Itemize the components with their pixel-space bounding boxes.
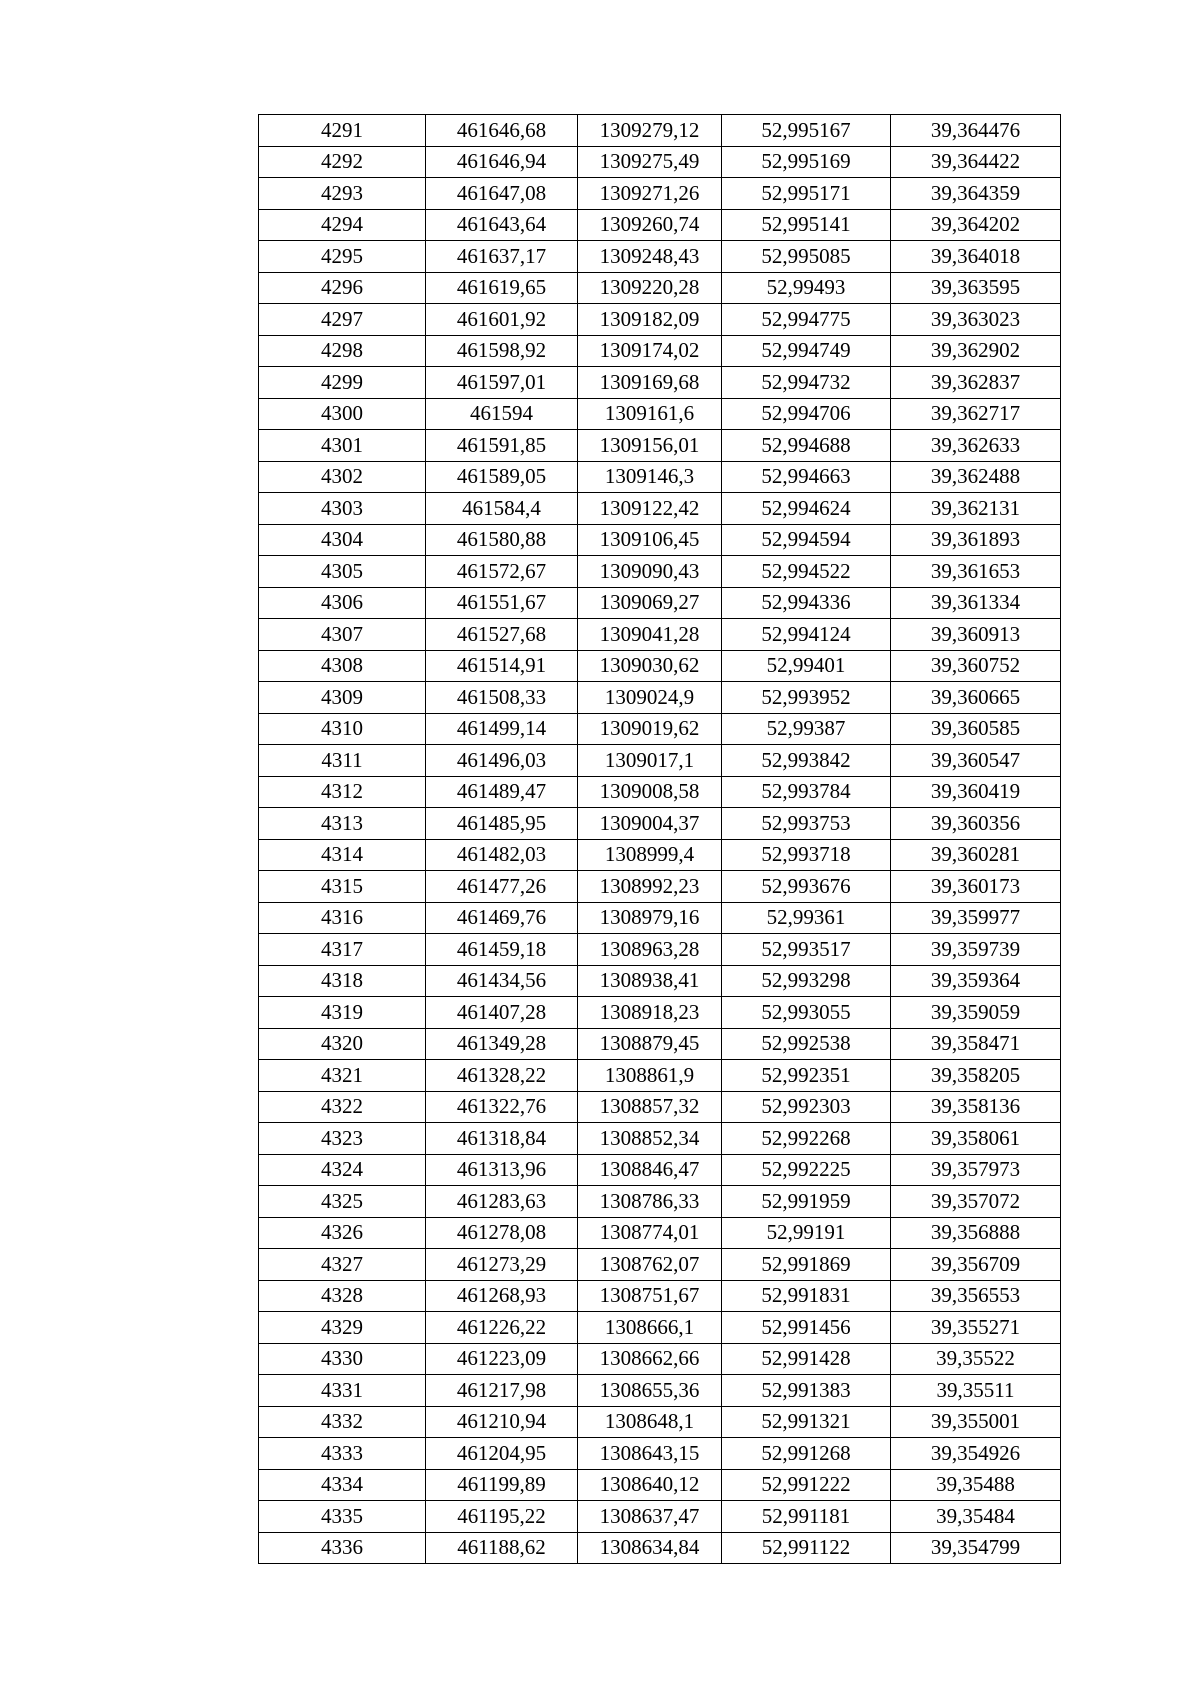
latitude-cell: 52,994706 (722, 398, 891, 430)
point-number-cell: 4297 (259, 304, 426, 336)
longitude-cell: 39,361653 (891, 556, 1061, 588)
latitude-cell: 52,995171 (722, 178, 891, 210)
latitude-cell: 52,994688 (722, 430, 891, 462)
x-coordinate-cell: 461199,89 (426, 1469, 578, 1501)
latitude-cell: 52,994624 (722, 493, 891, 525)
point-number-cell: 4293 (259, 178, 426, 210)
x-coordinate-cell: 461591,85 (426, 430, 578, 462)
longitude-cell: 39,362902 (891, 335, 1061, 367)
latitude-cell: 52,991831 (722, 1280, 891, 1312)
y-coordinate-cell: 1308751,67 (578, 1280, 722, 1312)
point-number-cell: 4334 (259, 1469, 426, 1501)
x-coordinate-cell: 461268,93 (426, 1280, 578, 1312)
y-coordinate-cell: 1308648,1 (578, 1406, 722, 1438)
x-coordinate-cell: 461328,22 (426, 1060, 578, 1092)
x-coordinate-cell: 461204,95 (426, 1438, 578, 1470)
point-number-cell: 4301 (259, 430, 426, 462)
y-coordinate-cell: 1309008,58 (578, 776, 722, 808)
y-coordinate-cell: 1309260,74 (578, 209, 722, 241)
longitude-cell: 39,363595 (891, 272, 1061, 304)
table-row (259, 745, 1061, 777)
y-coordinate-cell: 1309019,62 (578, 713, 722, 745)
table-row (259, 619, 1061, 651)
y-coordinate-cell: 1309146,3 (578, 461, 722, 493)
table-row (259, 965, 1061, 997)
longitude-cell: 39,35511 (891, 1375, 1061, 1407)
point-number-cell: 4318 (259, 965, 426, 997)
x-coordinate-cell: 461195,22 (426, 1501, 578, 1533)
x-coordinate-cell: 461597,01 (426, 367, 578, 399)
table-row (259, 146, 1061, 178)
x-coordinate-cell: 461459,18 (426, 934, 578, 966)
point-number-cell: 4324 (259, 1154, 426, 1186)
y-coordinate-cell: 1308938,41 (578, 965, 722, 997)
latitude-cell: 52,993753 (722, 808, 891, 840)
longitude-cell: 39,359059 (891, 997, 1061, 1029)
table-row (259, 1123, 1061, 1155)
point-number-cell: 4291 (259, 115, 426, 147)
table-row (259, 1060, 1061, 1092)
point-number-cell: 4321 (259, 1060, 426, 1092)
x-coordinate-cell: 461499,14 (426, 713, 578, 745)
latitude-cell: 52,991869 (722, 1249, 891, 1281)
point-number-cell: 4304 (259, 524, 426, 556)
x-coordinate-cell: 461217,98 (426, 1375, 578, 1407)
y-coordinate-cell: 1308861,9 (578, 1060, 722, 1092)
table-row (259, 650, 1061, 682)
latitude-cell: 52,994663 (722, 461, 891, 493)
y-coordinate-cell: 1309090,43 (578, 556, 722, 588)
point-number-cell: 4314 (259, 839, 426, 871)
point-number-cell: 4328 (259, 1280, 426, 1312)
latitude-cell: 52,994749 (722, 335, 891, 367)
table-row (259, 1091, 1061, 1123)
latitude-cell: 52,993055 (722, 997, 891, 1029)
table-row (259, 335, 1061, 367)
x-coordinate-cell: 461210,94 (426, 1406, 578, 1438)
y-coordinate-cell: 1309122,42 (578, 493, 722, 525)
latitude-cell: 52,992303 (722, 1091, 891, 1123)
y-coordinate-cell: 1309220,28 (578, 272, 722, 304)
point-number-cell: 4316 (259, 902, 426, 934)
x-coordinate-cell: 461223,09 (426, 1343, 578, 1375)
x-coordinate-cell: 461527,68 (426, 619, 578, 651)
y-coordinate-cell: 1308666,1 (578, 1312, 722, 1344)
y-coordinate-cell: 1309275,49 (578, 146, 722, 178)
latitude-cell: 52,994594 (722, 524, 891, 556)
y-coordinate-cell: 1309271,26 (578, 178, 722, 210)
point-number-cell: 4300 (259, 398, 426, 430)
table-row (259, 178, 1061, 210)
longitude-cell: 39,35484 (891, 1501, 1061, 1533)
longitude-cell: 39,355001 (891, 1406, 1061, 1438)
latitude-cell: 52,991321 (722, 1406, 891, 1438)
x-coordinate-cell: 461594 (426, 398, 578, 430)
point-number-cell: 4336 (259, 1532, 426, 1564)
latitude-cell: 52,993517 (722, 934, 891, 966)
longitude-cell: 39,360752 (891, 650, 1061, 682)
y-coordinate-cell: 1308637,47 (578, 1501, 722, 1533)
x-coordinate-cell: 461572,67 (426, 556, 578, 588)
point-number-cell: 4313 (259, 808, 426, 840)
point-number-cell: 4332 (259, 1406, 426, 1438)
x-coordinate-cell: 461619,65 (426, 272, 578, 304)
table-row (259, 1154, 1061, 1186)
longitude-cell: 39,358136 (891, 1091, 1061, 1123)
longitude-cell: 39,354926 (891, 1438, 1061, 1470)
table-row (259, 587, 1061, 619)
table-row (259, 524, 1061, 556)
latitude-cell: 52,994124 (722, 619, 891, 651)
latitude-cell: 52,995085 (722, 241, 891, 273)
y-coordinate-cell: 1308643,15 (578, 1438, 722, 1470)
latitude-cell: 52,991428 (722, 1343, 891, 1375)
y-coordinate-cell: 1308879,45 (578, 1028, 722, 1060)
latitude-cell: 52,991181 (722, 1501, 891, 1533)
latitude-cell: 52,993952 (722, 682, 891, 714)
longitude-cell: 39,35522 (891, 1343, 1061, 1375)
x-coordinate-cell: 461514,91 (426, 650, 578, 682)
x-coordinate-cell: 461551,67 (426, 587, 578, 619)
latitude-cell: 52,992225 (722, 1154, 891, 1186)
x-coordinate-cell: 461407,28 (426, 997, 578, 1029)
x-coordinate-cell: 461482,03 (426, 839, 578, 871)
point-number-cell: 4335 (259, 1501, 426, 1533)
point-number-cell: 4299 (259, 367, 426, 399)
latitude-cell: 52,993298 (722, 965, 891, 997)
table-row (259, 1343, 1061, 1375)
table-row (259, 871, 1061, 903)
x-coordinate-cell: 461589,05 (426, 461, 578, 493)
x-coordinate-cell: 461646,94 (426, 146, 578, 178)
table-row (259, 367, 1061, 399)
x-coordinate-cell: 461469,76 (426, 902, 578, 934)
point-number-cell: 4315 (259, 871, 426, 903)
y-coordinate-cell: 1308774,01 (578, 1217, 722, 1249)
latitude-cell: 52,995167 (722, 115, 891, 147)
table-row (259, 1501, 1061, 1533)
longitude-cell: 39,359364 (891, 965, 1061, 997)
x-coordinate-cell: 461646,68 (426, 115, 578, 147)
table-row (259, 682, 1061, 714)
table-row (259, 461, 1061, 493)
x-coordinate-cell: 461496,03 (426, 745, 578, 777)
y-coordinate-cell: 1309106,45 (578, 524, 722, 556)
point-number-cell: 4308 (259, 650, 426, 682)
latitude-cell: 52,99401 (722, 650, 891, 682)
longitude-cell: 39,360665 (891, 682, 1061, 714)
y-coordinate-cell: 1308846,47 (578, 1154, 722, 1186)
x-coordinate-cell: 461226,22 (426, 1312, 578, 1344)
y-coordinate-cell: 1309017,1 (578, 745, 722, 777)
longitude-cell: 39,363023 (891, 304, 1061, 336)
point-number-cell: 4327 (259, 1249, 426, 1281)
table-row (259, 839, 1061, 871)
x-coordinate-cell: 461580,88 (426, 524, 578, 556)
table-row (259, 1249, 1061, 1281)
longitude-cell: 39,359977 (891, 902, 1061, 934)
latitude-cell: 52,991268 (722, 1438, 891, 1470)
point-number-cell: 4305 (259, 556, 426, 588)
table-row (259, 1469, 1061, 1501)
longitude-cell: 39,360913 (891, 619, 1061, 651)
table-row (259, 808, 1061, 840)
longitude-cell: 39,35488 (891, 1469, 1061, 1501)
longitude-cell: 39,358205 (891, 1060, 1061, 1092)
point-number-cell: 4311 (259, 745, 426, 777)
y-coordinate-cell: 1308963,28 (578, 934, 722, 966)
latitude-cell: 52,991122 (722, 1532, 891, 1564)
y-coordinate-cell: 1308634,84 (578, 1532, 722, 1564)
longitude-cell: 39,359739 (891, 934, 1061, 966)
longitude-cell: 39,364422 (891, 146, 1061, 178)
latitude-cell: 52,994775 (722, 304, 891, 336)
y-coordinate-cell: 1309069,27 (578, 587, 722, 619)
table-row (259, 902, 1061, 934)
y-coordinate-cell: 1308786,33 (578, 1186, 722, 1218)
x-coordinate-cell: 461283,63 (426, 1186, 578, 1218)
longitude-cell: 39,364018 (891, 241, 1061, 273)
longitude-cell: 39,362717 (891, 398, 1061, 430)
longitude-cell: 39,360547 (891, 745, 1061, 777)
longitude-cell: 39,362131 (891, 493, 1061, 525)
point-number-cell: 4333 (259, 1438, 426, 1470)
y-coordinate-cell: 1308762,07 (578, 1249, 722, 1281)
point-number-cell: 4317 (259, 934, 426, 966)
point-number-cell: 4295 (259, 241, 426, 273)
longitude-cell: 39,362488 (891, 461, 1061, 493)
table-row (259, 776, 1061, 808)
y-coordinate-cell: 1308999,4 (578, 839, 722, 871)
table-row (259, 997, 1061, 1029)
latitude-cell: 52,993784 (722, 776, 891, 808)
table-row (259, 209, 1061, 241)
point-number-cell: 4302 (259, 461, 426, 493)
table-row (259, 1312, 1061, 1344)
latitude-cell: 52,994732 (722, 367, 891, 399)
latitude-cell: 52,991456 (722, 1312, 891, 1344)
point-number-cell: 4320 (259, 1028, 426, 1060)
longitude-cell: 39,360585 (891, 713, 1061, 745)
table-row (259, 1280, 1061, 1312)
point-number-cell: 4326 (259, 1217, 426, 1249)
y-coordinate-cell: 1308992,23 (578, 871, 722, 903)
longitude-cell: 39,357973 (891, 1154, 1061, 1186)
x-coordinate-cell: 461477,26 (426, 871, 578, 903)
table-row (259, 556, 1061, 588)
point-number-cell: 4296 (259, 272, 426, 304)
y-coordinate-cell: 1309279,12 (578, 115, 722, 147)
table-row (259, 1186, 1061, 1218)
table-row (259, 398, 1061, 430)
latitude-cell: 52,99191 (722, 1217, 891, 1249)
table-row (259, 1028, 1061, 1060)
y-coordinate-cell: 1309161,6 (578, 398, 722, 430)
point-number-cell: 4323 (259, 1123, 426, 1155)
x-coordinate-cell: 461643,64 (426, 209, 578, 241)
point-number-cell: 4330 (259, 1343, 426, 1375)
y-coordinate-cell: 1309041,28 (578, 619, 722, 651)
latitude-cell: 52,993718 (722, 839, 891, 871)
latitude-cell: 52,994336 (722, 587, 891, 619)
x-coordinate-cell: 461508,33 (426, 682, 578, 714)
table-row (259, 304, 1061, 336)
point-number-cell: 4312 (259, 776, 426, 808)
y-coordinate-cell: 1308852,34 (578, 1123, 722, 1155)
latitude-cell: 52,99387 (722, 713, 891, 745)
x-coordinate-cell: 461349,28 (426, 1028, 578, 1060)
longitude-cell: 39,360281 (891, 839, 1061, 871)
y-coordinate-cell: 1308640,12 (578, 1469, 722, 1501)
y-coordinate-cell: 1308979,16 (578, 902, 722, 934)
x-coordinate-cell: 461273,29 (426, 1249, 578, 1281)
longitude-cell: 39,364359 (891, 178, 1061, 210)
latitude-cell: 52,99493 (722, 272, 891, 304)
table-row (259, 430, 1061, 462)
point-number-cell: 4325 (259, 1186, 426, 1218)
x-coordinate-cell: 461188,62 (426, 1532, 578, 1564)
table-row (259, 1438, 1061, 1470)
longitude-cell: 39,356709 (891, 1249, 1061, 1281)
x-coordinate-cell: 461489,47 (426, 776, 578, 808)
latitude-cell: 52,993676 (722, 871, 891, 903)
coordinates-table (258, 114, 1061, 1564)
point-number-cell: 4292 (259, 146, 426, 178)
longitude-cell: 39,361334 (891, 587, 1061, 619)
point-number-cell: 4298 (259, 335, 426, 367)
longitude-cell: 39,358061 (891, 1123, 1061, 1155)
latitude-cell: 52,992351 (722, 1060, 891, 1092)
longitude-cell: 39,357072 (891, 1186, 1061, 1218)
y-coordinate-cell: 1309024,9 (578, 682, 722, 714)
y-coordinate-cell: 1309248,43 (578, 241, 722, 273)
longitude-cell: 39,356888 (891, 1217, 1061, 1249)
x-coordinate-cell: 461318,84 (426, 1123, 578, 1155)
latitude-cell: 52,995169 (722, 146, 891, 178)
x-coordinate-cell: 461598,92 (426, 335, 578, 367)
longitude-cell: 39,356553 (891, 1280, 1061, 1312)
table-row (259, 272, 1061, 304)
point-number-cell: 4306 (259, 587, 426, 619)
x-coordinate-cell: 461637,17 (426, 241, 578, 273)
point-number-cell: 4307 (259, 619, 426, 651)
x-coordinate-cell: 461647,08 (426, 178, 578, 210)
y-coordinate-cell: 1309004,37 (578, 808, 722, 840)
y-coordinate-cell: 1309030,62 (578, 650, 722, 682)
latitude-cell: 52,995141 (722, 209, 891, 241)
longitude-cell: 39,360173 (891, 871, 1061, 903)
y-coordinate-cell: 1309174,02 (578, 335, 722, 367)
latitude-cell: 52,991222 (722, 1469, 891, 1501)
latitude-cell: 52,99361 (722, 902, 891, 934)
x-coordinate-cell: 461278,08 (426, 1217, 578, 1249)
longitude-cell: 39,362633 (891, 430, 1061, 462)
table-row (259, 1406, 1061, 1438)
table-row (259, 713, 1061, 745)
point-number-cell: 4329 (259, 1312, 426, 1344)
point-number-cell: 4331 (259, 1375, 426, 1407)
latitude-cell: 52,991959 (722, 1186, 891, 1218)
latitude-cell: 52,993842 (722, 745, 891, 777)
table-row (259, 241, 1061, 273)
point-number-cell: 4310 (259, 713, 426, 745)
longitude-cell: 39,360419 (891, 776, 1061, 808)
longitude-cell: 39,362837 (891, 367, 1061, 399)
longitude-cell: 39,361893 (891, 524, 1061, 556)
table-row (259, 934, 1061, 966)
longitude-cell: 39,364476 (891, 115, 1061, 147)
latitude-cell: 52,991383 (722, 1375, 891, 1407)
y-coordinate-cell: 1308655,36 (578, 1375, 722, 1407)
x-coordinate-cell: 461313,96 (426, 1154, 578, 1186)
y-coordinate-cell: 1309156,01 (578, 430, 722, 462)
y-coordinate-cell: 1308662,66 (578, 1343, 722, 1375)
latitude-cell: 52,992538 (722, 1028, 891, 1060)
longitude-cell: 39,364202 (891, 209, 1061, 241)
point-number-cell: 4294 (259, 209, 426, 241)
x-coordinate-cell: 461322,76 (426, 1091, 578, 1123)
longitude-cell: 39,360356 (891, 808, 1061, 840)
y-coordinate-cell: 1309169,68 (578, 367, 722, 399)
longitude-cell: 39,354799 (891, 1532, 1061, 1564)
point-number-cell: 4322 (259, 1091, 426, 1123)
coordinates-table-body (259, 115, 1061, 1564)
latitude-cell: 52,992268 (722, 1123, 891, 1155)
y-coordinate-cell: 1308857,32 (578, 1091, 722, 1123)
x-coordinate-cell: 461601,92 (426, 304, 578, 336)
table-row (259, 1532, 1061, 1564)
x-coordinate-cell: 461485,95 (426, 808, 578, 840)
longitude-cell: 39,358471 (891, 1028, 1061, 1060)
y-coordinate-cell: 1309182,09 (578, 304, 722, 336)
point-number-cell: 4319 (259, 997, 426, 1029)
table-row (259, 493, 1061, 525)
y-coordinate-cell: 1308918,23 (578, 997, 722, 1029)
x-coordinate-cell: 461584,4 (426, 493, 578, 525)
table-row (259, 115, 1061, 147)
longitude-cell: 39,355271 (891, 1312, 1061, 1344)
latitude-cell: 52,994522 (722, 556, 891, 588)
table-row (259, 1375, 1061, 1407)
point-number-cell: 4303 (259, 493, 426, 525)
x-coordinate-cell: 461434,56 (426, 965, 578, 997)
point-number-cell: 4309 (259, 682, 426, 714)
table-row (259, 1217, 1061, 1249)
